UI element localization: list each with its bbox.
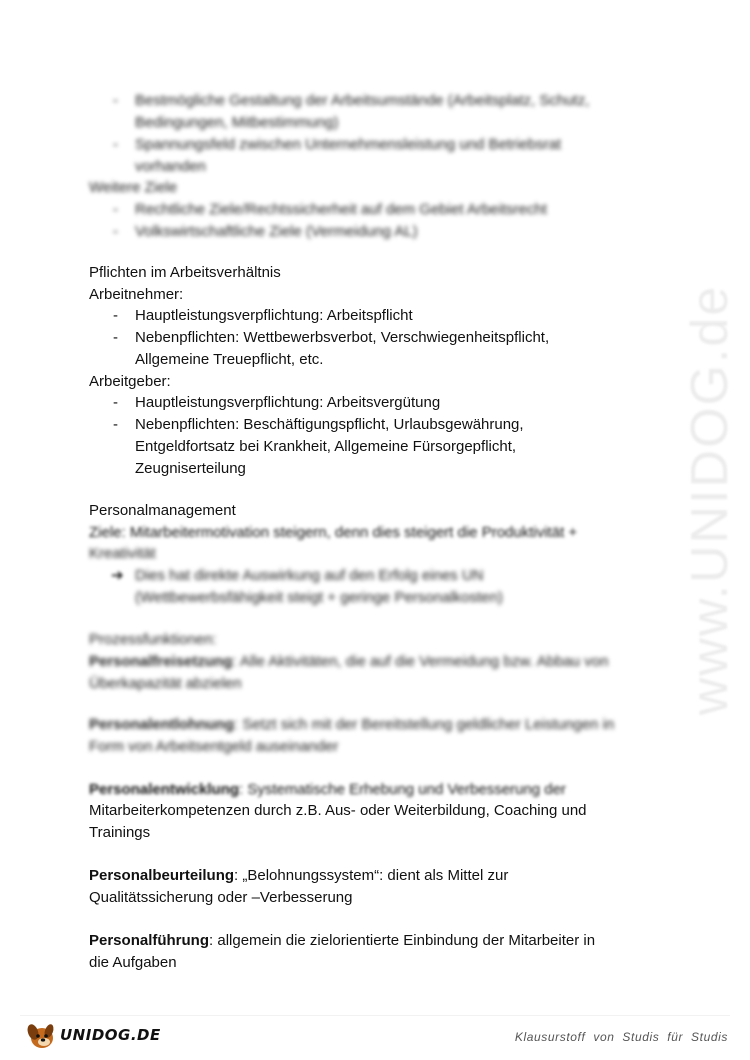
arrow-line-a: Dies hat direkte Auswirkung auf den Erfolg eines UN xyxy=(135,567,484,584)
bullet-dash: - xyxy=(113,92,118,109)
fuehrung-line-a xyxy=(89,930,595,952)
arbeitgeber-item-2c: Zeugniserteilung xyxy=(135,460,246,477)
entlohnung-line-a xyxy=(89,714,614,736)
logo-text: UNIDOG.DE xyxy=(60,1026,161,1044)
freisetzung-line-b: Überkapazität abzielen xyxy=(89,675,242,692)
fuehrung-text: : allgemein die zielorientierte Einbindung der Mitarbeiter in xyxy=(209,932,596,949)
beurteilung-text: : „Belohnungssystem“: dient als Mittel zur xyxy=(234,867,509,884)
arbeitgeber-item-2b: Entgeldfortsatz bei Krankheit, Allgemeine Fürsorgepflicht, xyxy=(135,438,517,455)
arbeitgeber-item-2a: Nebenpflichten: Beschäftigungspflicht, Urlaubsgewährung, xyxy=(135,416,524,433)
ziele-line-a: Ziele: Mitarbeitermotivation steigern, denn dies steigert die Produktivität + xyxy=(89,524,578,541)
entwicklung-line-a xyxy=(89,779,566,801)
entlohnung-text: : Setzt sich mit der Bereitstellung geldlicher Leistungen in xyxy=(234,716,615,733)
bullet-dash: - xyxy=(113,307,118,324)
entwicklung-line-b: Mitarbeiterkompetenzen durch z.B. Aus- oder Weiterbildung, Coaching und xyxy=(89,802,587,819)
entwicklung-line-c: Trainings xyxy=(89,824,151,841)
blurred-item-4: Volkswirtschaftliche Ziele (Vermeidung AL) xyxy=(135,223,418,240)
dog-icon xyxy=(22,1018,58,1052)
entwicklung-text: : Systematische Erhebung und Verbesserung der xyxy=(239,781,566,798)
arrow-line-b: (Wettbewerbsfähigkeit steigt + geringe Personalkosten) xyxy=(135,589,503,606)
watermark-text: www.UNIDOG.de xyxy=(681,284,739,716)
prozessfunktionen-heading: Prozessfunktionen: xyxy=(89,631,217,648)
unidog-logo xyxy=(22,1018,161,1052)
entwicklung-term: Personalentwicklung xyxy=(89,781,240,798)
bullet-dash: - xyxy=(113,394,118,411)
arrow-right-icon: ➔ xyxy=(111,567,124,584)
freisetzung-text: : Alle Aktivitäten, die auf die Vermeidung bzw. Abbau von xyxy=(232,653,609,670)
section-heading-personalmanagement: Personalmanagement xyxy=(89,502,236,519)
arbeitgeber-item-1: Hauptleistungsverpflichtung: Arbeitsvergütung xyxy=(135,394,441,411)
ziele-line-b: Kreativität xyxy=(89,545,156,562)
entlohnung-line-b: Form von Arbeitsentgeld auseinander xyxy=(89,738,339,755)
label-arbeitnehmer: Arbeitnehmer: xyxy=(89,286,184,303)
arbeitnehmer-item-1: Hauptleistungsverpflichtung: Arbeitspflicht xyxy=(135,307,413,324)
footer-divider xyxy=(20,1015,730,1016)
freisetzung-term: Personalfreisetzung xyxy=(89,653,233,670)
blurred-item-2b: vorhanden xyxy=(135,158,206,175)
freisetzung-line-a xyxy=(89,651,608,673)
footer-tagline: Klausurstoff von Studis für Studis xyxy=(514,1030,728,1044)
section-heading-pflichten: Pflichten im Arbeitsverhältnis xyxy=(89,264,281,281)
fuehrung-line-b: die Aufgaben xyxy=(89,954,177,971)
arbeitnehmer-item-2b: Allgemeine Treuepflicht, etc. xyxy=(135,351,324,368)
blurred-item-1a: Bestmögliche Gestaltung der Arbeitsumstände (Arbeitsplatz, Schutz, xyxy=(135,92,590,109)
bullet-dash: - xyxy=(113,329,118,346)
fuehrung-term: Personalführung xyxy=(89,932,210,949)
arbeitnehmer-item-2a: Nebenpflichten: Wettbewerbsverbot, Verschwiegenheitspflicht, xyxy=(135,329,550,346)
beurteilung-line-b: Qualitätssicherung oder –Verbesserung xyxy=(89,889,353,906)
blurred-heading-weitere-ziele: Weitere Ziele xyxy=(89,179,178,196)
entlohnung-term: Personalentlohnung xyxy=(89,716,235,733)
blurred-item-2a: Spannungsfeld zwischen Unternehmensleistung und Betriebsrat xyxy=(135,136,562,153)
bullet-dash: - xyxy=(113,136,118,153)
watermark xyxy=(670,260,750,740)
bullet-dash: - xyxy=(113,223,118,240)
blurred-item-1b: Bedingungen, Mitbestimmung) xyxy=(135,114,339,131)
beurteilung-term: Personalbeurteilung xyxy=(89,867,235,884)
bullet-dash: - xyxy=(113,201,118,218)
beurteilung-line-a xyxy=(89,865,508,887)
label-arbeitgeber: Arbeitgeber: xyxy=(89,373,171,390)
bullet-dash: - xyxy=(113,416,118,433)
blurred-item-3: Rechtliche Ziele/Rechtssicherheit auf dem Gebiet Arbeitsrecht xyxy=(135,201,547,218)
